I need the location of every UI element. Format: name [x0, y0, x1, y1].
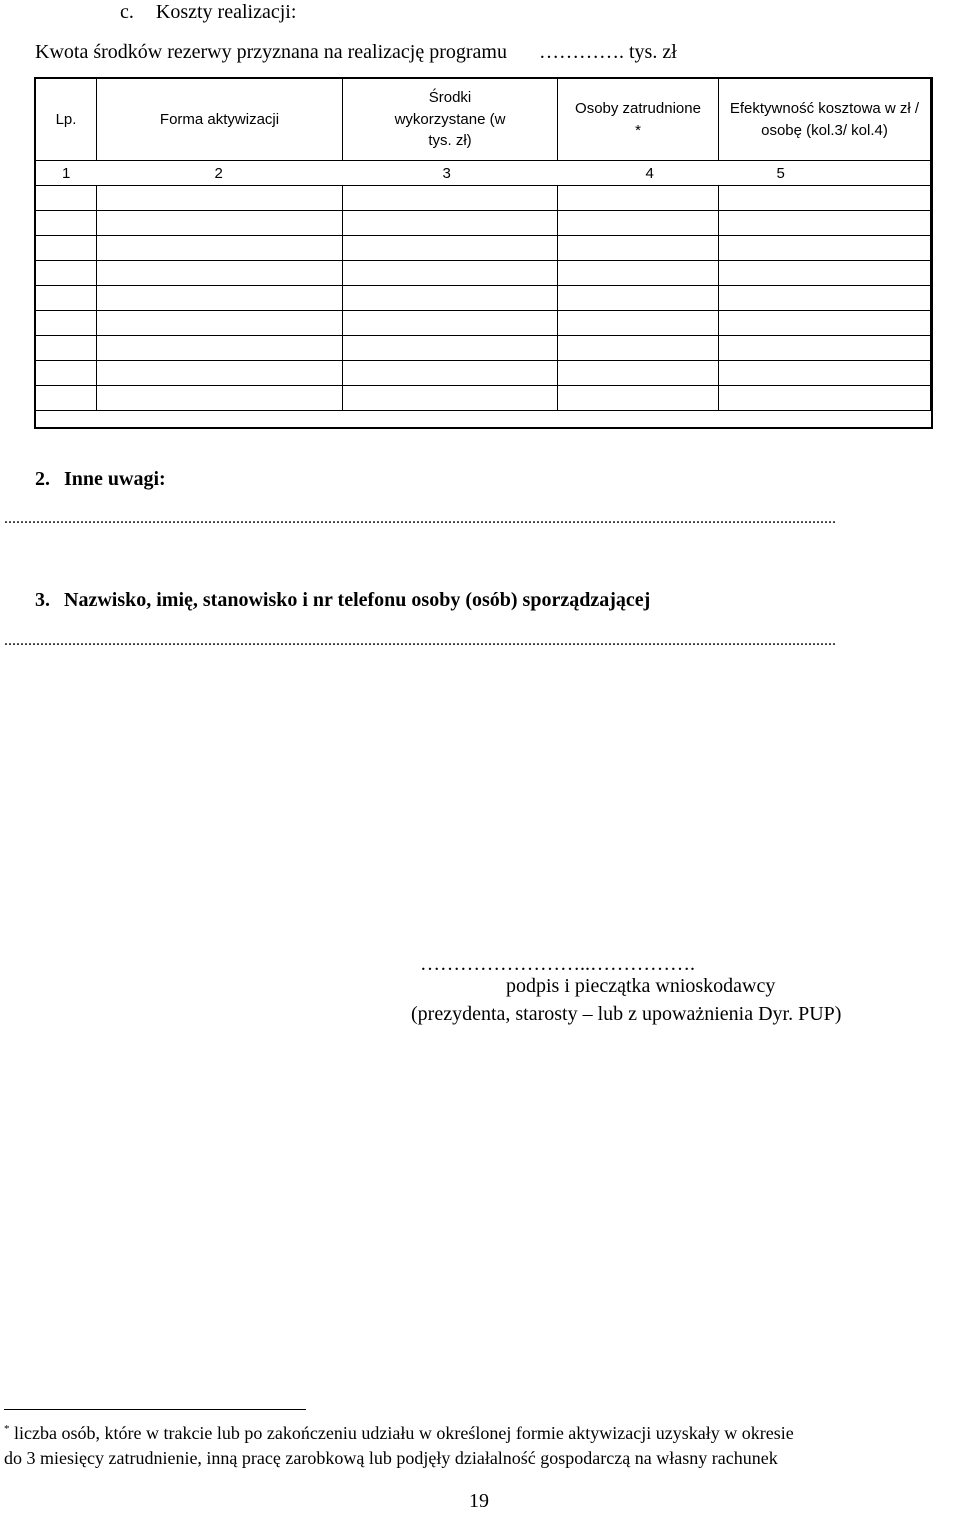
table-cell[interactable]	[719, 311, 931, 336]
table-cell[interactable]	[558, 261, 719, 286]
table-cell[interactable]	[558, 386, 719, 411]
header-forma-aktywizacji: Forma aktywizacji	[97, 79, 343, 161]
signature-line1: podpis i pieczątka wnioskodawcy	[506, 975, 776, 997]
header-osoby-text: Osoby zatrudnione *	[575, 99, 701, 139]
table-cell[interactable]	[36, 361, 97, 386]
table-cell[interactable]	[343, 186, 558, 211]
colnum-1: 1	[36, 161, 97, 186]
table-cell[interactable]	[558, 336, 719, 361]
signature-line2: (prezydenta, starosty – lub z upoważnienia Dyr. PUP)	[411, 1003, 842, 1025]
section-c-label: c.	[120, 1, 134, 23]
cost-table	[35, 78, 931, 411]
table-cell[interactable]	[97, 386, 343, 411]
header-osoby	[558, 79, 719, 161]
page-number: 19	[469, 1490, 489, 1512]
table-cell[interactable]	[719, 261, 931, 286]
section-2-heading	[35, 468, 166, 491]
table-row	[36, 361, 931, 386]
table-cell[interactable]	[36, 336, 97, 361]
table-cell[interactable]	[36, 261, 97, 286]
table-cell[interactable]	[558, 211, 719, 236]
table-cell[interactable]	[719, 236, 931, 261]
colnum-4: 4	[645, 164, 654, 182]
section-2-label: 2.	[35, 468, 50, 490]
table-cell[interactable]	[97, 361, 343, 386]
section-3-heading	[35, 589, 650, 612]
table-cell[interactable]	[36, 286, 97, 311]
table-row	[36, 386, 931, 411]
table-row	[36, 336, 931, 361]
colnum-5: 5	[719, 161, 931, 186]
section-c-heading	[120, 1, 296, 24]
reserve-dots: ………….	[539, 41, 629, 63]
table-cell[interactable]	[719, 386, 931, 411]
section-3-label: 3.	[35, 589, 50, 611]
reserve-amount-line	[35, 41, 677, 64]
section-2-title: Inne uwagi:	[64, 468, 166, 490]
table-header-row	[36, 79, 931, 161]
table-cell[interactable]	[719, 336, 931, 361]
table-row	[36, 236, 931, 261]
table-cell[interactable]	[36, 211, 97, 236]
colnum-3: 3	[442, 164, 451, 182]
reserve-unit: tys. zł	[629, 41, 677, 63]
table-row	[36, 261, 931, 286]
header-efektywnosc	[719, 79, 931, 161]
table-cell[interactable]	[343, 336, 558, 361]
header-srodki-text: Środki wykorzystane (w tys. zł)	[394, 88, 506, 150]
table-cell[interactable]	[719, 286, 931, 311]
table-cell[interactable]	[558, 286, 719, 311]
header-srodki	[343, 79, 558, 161]
table-cell[interactable]	[343, 286, 558, 311]
section-3-title: Nazwisko, imię, stanowisko i nr telefonu osoby (osób) sporządzającej	[64, 589, 651, 611]
table-cell[interactable]	[719, 361, 931, 386]
footnote-text-1: liczba osób, które w trakcie lub po zakończeniu udziału w określonej formie aktywizacji uzyskały w okresie	[14, 1423, 794, 1443]
table-cell[interactable]	[97, 186, 343, 211]
footnote-line1	[4, 1423, 794, 1444]
table-cell[interactable]	[36, 236, 97, 261]
table-cell[interactable]	[97, 211, 343, 236]
table-cell[interactable]	[558, 186, 719, 211]
table-cell[interactable]	[719, 186, 931, 211]
signature-dots[interactable]: ……………………..…………….	[420, 953, 695, 975]
table-row	[36, 286, 931, 311]
table-row	[36, 211, 931, 236]
table-cell[interactable]	[343, 236, 558, 261]
table-cell[interactable]	[343, 386, 558, 411]
table-cell[interactable]	[36, 311, 97, 336]
table-cell[interactable]	[97, 261, 343, 286]
footnote-separator	[4, 1409, 306, 1410]
header-efektywnosc-text: Efektywność kosztowa w zł / osobę (kol.3/ kol.4)	[729, 99, 920, 139]
table-cell[interactable]	[36, 186, 97, 211]
table-cell[interactable]	[558, 311, 719, 336]
table-cell[interactable]	[97, 311, 343, 336]
table-cell[interactable]	[343, 211, 558, 236]
table-cell[interactable]	[343, 261, 558, 286]
section-c-title: Koszty realizacji:	[155, 1, 297, 23]
table-cell[interactable]	[36, 386, 97, 411]
footnote-marker: *	[4, 1423, 10, 1435]
table-cell[interactable]	[343, 361, 558, 386]
header-lp: Lp.	[36, 79, 97, 161]
table-row	[36, 311, 931, 336]
reserve-text: Kwota środków rezerwy przyznana na realizację programu	[35, 41, 507, 63]
table-cell[interactable]	[97, 236, 343, 261]
colnum-2: 2	[214, 164, 223, 182]
footnote-line2: do 3 miesięcy zatrudnienie, inną pracę zarobkową lub podjęły działalność gospodarczą na własny rachunek	[4, 1448, 778, 1468]
inne-uwagi-dotted-line[interactable]: ................................................................................................................................................................................................................	[4, 510, 836, 527]
table-cell[interactable]	[558, 361, 719, 386]
table-cell[interactable]	[343, 311, 558, 336]
table-cell[interactable]	[719, 211, 931, 236]
table-cell[interactable]	[558, 236, 719, 261]
column-numbers-row	[36, 161, 931, 186]
table-cell[interactable]	[97, 286, 343, 311]
table-row	[36, 186, 931, 211]
table-cell[interactable]	[97, 336, 343, 361]
sporzadzajacy-dotted-line[interactable]: ................................................................................................................................................................................................................	[4, 632, 836, 649]
